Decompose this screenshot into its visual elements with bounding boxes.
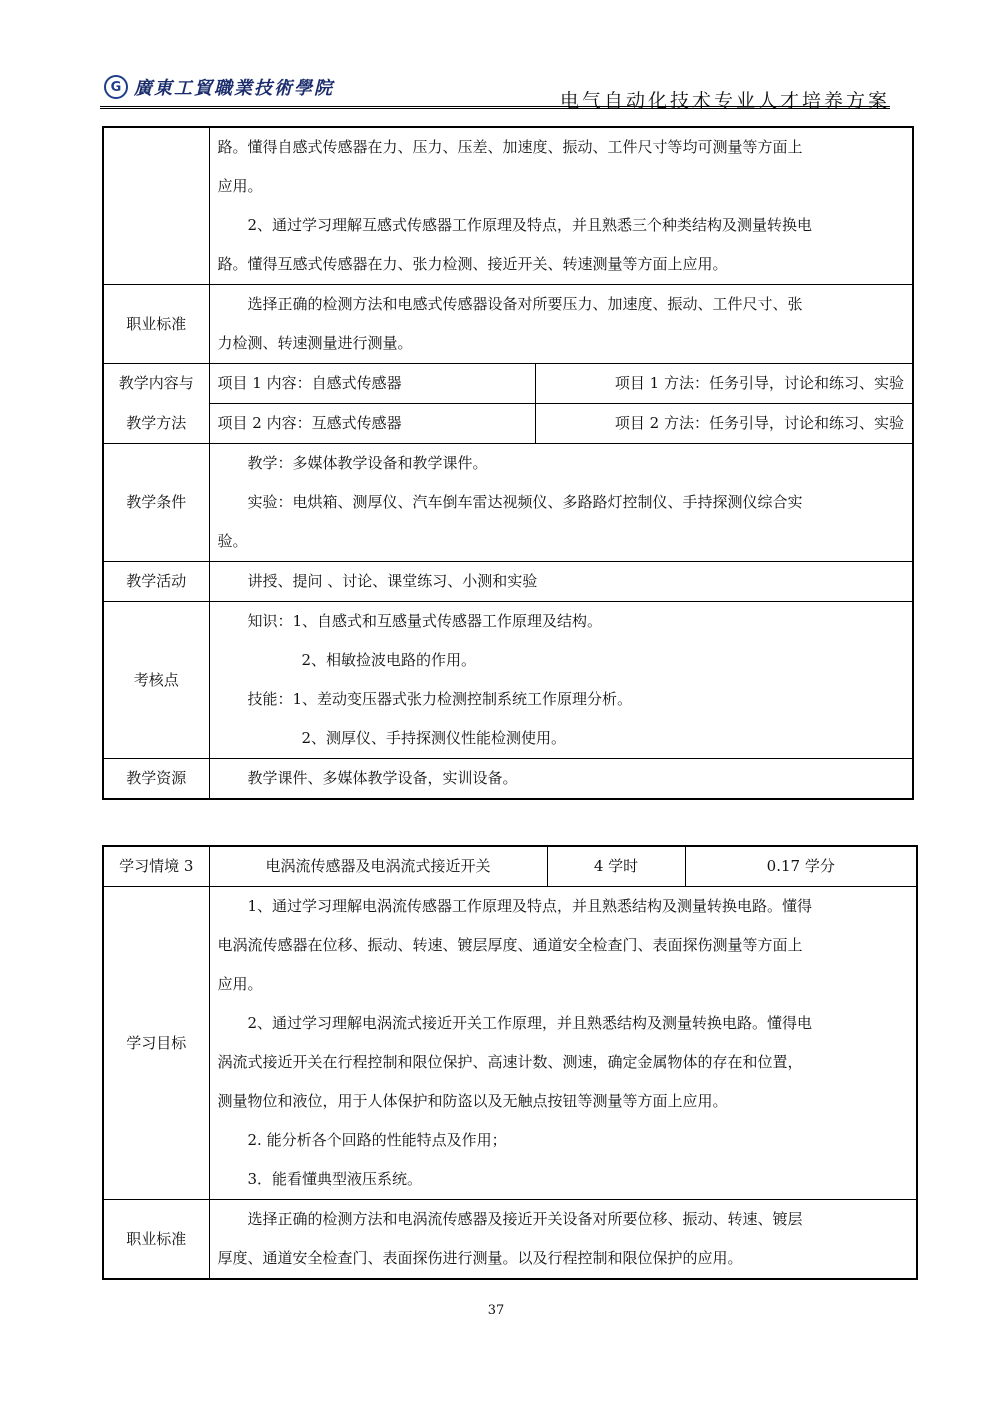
activities-text: 讲授、提问 、讨论、课堂练习、小测和实验 — [209, 562, 913, 602]
goals-continued-cell — [209, 127, 913, 285]
assessment-line: 2、相敏捡波电路的作用。 — [301, 651, 477, 669]
conditions-row — [103, 444, 913, 562]
goals-line: 应用。 — [217, 177, 263, 195]
project-2-content: 项目 2 内容：互感式传感器 — [209, 404, 535, 444]
resources-row — [103, 759, 913, 800]
goal-line: 涡流式接近开关在行程控制和限位保护、高速计数、测速，确定金属物体的存在和位置， — [217, 1053, 803, 1071]
assessment-label: 考核点 — [103, 602, 209, 759]
project-2-method: 项目 2 方法：任务引导，讨论和练习、实验 — [535, 404, 913, 444]
situation-label: 学习情境 3 — [103, 846, 209, 887]
assessment-line: 2、测厚仪、手持探测仪性能检测使用。 — [301, 729, 567, 747]
resources-label: 教学资源 — [103, 759, 209, 800]
activities-row — [103, 562, 913, 602]
content-method-label-bottom: 教学方法 — [103, 404, 209, 444]
situation-hours: 4 学时 — [547, 846, 685, 887]
assessment-cell — [209, 602, 913, 759]
standard-line: 选择正确的检测方法和电感式传感器设备对所要压力、加速度、振动、工件尺寸、张 — [247, 295, 803, 313]
resources-text: 教学课件、多媒体教学设备，实训设备。 — [209, 759, 913, 800]
professional-standard-cell-2 — [209, 1200, 917, 1280]
school-logo — [104, 74, 334, 100]
situation-header-row — [103, 846, 917, 887]
content-method-label-top: 教学内容与 — [103, 364, 209, 404]
conditions-line: 验。 — [217, 532, 248, 550]
conditions-line: 教学：多媒体教学设备和教学课件。 — [247, 454, 488, 472]
project-1-method: 项目 1 方法：任务引导，讨论和练习、实验 — [535, 364, 913, 404]
goals-label-empty — [103, 127, 209, 285]
goal-line: 测量物位和液位，用于人体保护和防盗以及无触点按钮等测量等方面上应用。 — [217, 1092, 728, 1110]
professional-standard-label: 职业标准 — [103, 285, 209, 364]
assessment-line: 技能：1、差动变压器式张力检测控制系统工作原理分析。 — [247, 690, 633, 708]
professional-standard-cell — [209, 285, 913, 364]
project-1-content: 项目 1 内容：自感式传感器 — [209, 364, 535, 404]
goals-continued-row — [103, 127, 913, 285]
situation-credits: 0.17 学分 — [685, 846, 917, 887]
course-table-2 — [102, 845, 918, 1280]
school-emblem-icon: G — [104, 75, 128, 99]
school-name: 廣東工貿職業技術學院 — [134, 78, 334, 99]
conditions-line: 实验：电烘箱、测厚仪、汽车倒车雷达视频仪、多路路灯控制仪、手持探测仪综合实 — [247, 493, 803, 511]
page-header — [100, 72, 890, 112]
assessment-line: 知识：1、自感式和互感量式传感器工作原理及结构。 — [247, 612, 603, 630]
goal-line: 电涡流传感器在位移、振动、转速、镀层厚度、通道安全检查门、表面探伤测量等方面上 — [217, 936, 803, 954]
goals-line: 路。懂得互感式传感器在力、张力检测、接近开关、转速测量等方面上应用。 — [217, 255, 728, 273]
goal-line: 应用。 — [217, 975, 263, 993]
content-method-row-2 — [103, 404, 913, 444]
content-method-row-1 — [103, 364, 913, 404]
goals-line: 2、通过学习理解互感式传感器工作原理及特点，并且熟悉三个种类结构及测量转换电 — [247, 216, 813, 234]
conditions-label: 教学条件 — [103, 444, 209, 562]
learning-goals-label: 学习目标 — [103, 887, 209, 1200]
goal-line: 2、通过学习理解电涡流式接近开关工作原理，并且熟悉结构及测量转换电路。懂得电 — [247, 1014, 813, 1032]
goal-line: 1、通过学习理解电涡流传感器工作原理及特点，并且熟悉结构及测量转换电路。懂得 — [247, 897, 813, 915]
course-table-1 — [102, 126, 914, 800]
goal-line: 3．能看懂典型液压系统。 — [247, 1170, 423, 1188]
learning-goals-cell — [209, 887, 917, 1200]
assessment-row — [103, 602, 913, 759]
standard-line: 力检测、转速测量进行测量。 — [217, 334, 413, 352]
goals-line: 路。懂得自感式传感器在力、压力、压差、加速度、振动、工件尺寸等均可测量等方面上 — [217, 138, 803, 156]
professional-standard-row — [103, 285, 913, 364]
conditions-cell — [209, 444, 913, 562]
standard-line: 厚度、通道安全检查门、表面探伤进行测量。以及行程控制和限位保护的应用。 — [217, 1249, 743, 1267]
standard-line: 选择正确的检测方法和电涡流传感器及接近开关设备对所要位移、振动、转速、镀层 — [247, 1210, 803, 1228]
professional-standard-label-2: 职业标准 — [103, 1200, 209, 1280]
page-number: 37 — [487, 1303, 505, 1318]
learning-goals-row — [103, 887, 917, 1200]
situation-name: 电涡流传感器及电涡流式接近开关 — [209, 846, 547, 887]
document-title: 电气自动化技术专业人才培养方案 — [559, 90, 890, 112]
goal-line: 2. 能分析各个回路的性能特点及作用； — [247, 1131, 507, 1149]
header-divider — [100, 106, 890, 109]
professional-standard-row-2 — [103, 1200, 917, 1280]
activities-label: 教学活动 — [103, 562, 209, 602]
